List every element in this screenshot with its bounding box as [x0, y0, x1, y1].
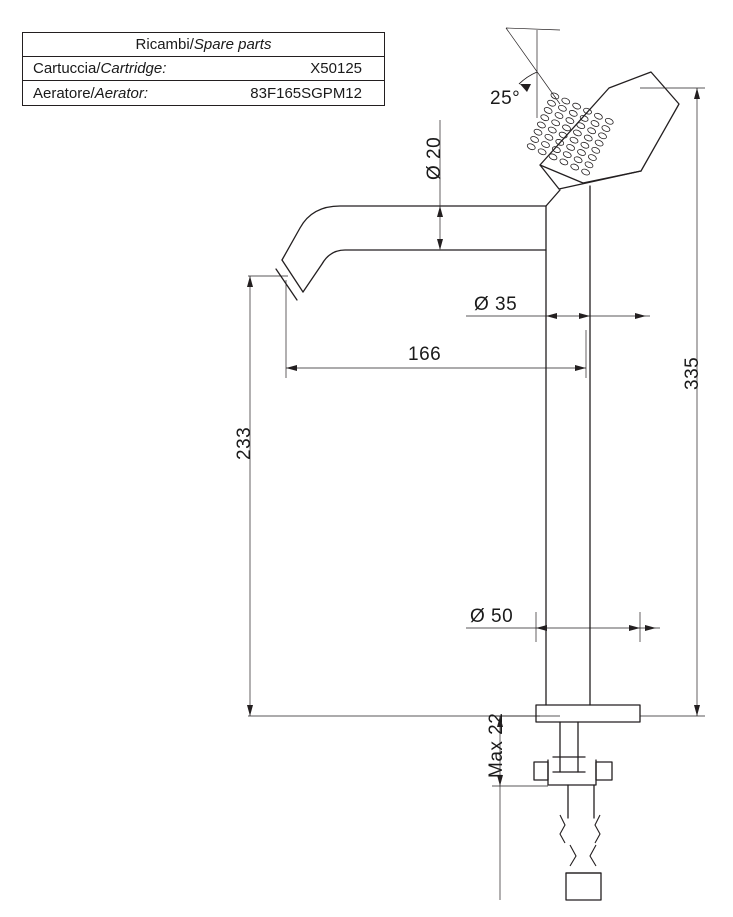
dimension-dia-20: Ø 20 — [424, 136, 445, 180]
aerator-label-italic: Aerator: — [94, 84, 149, 102]
body-outline — [536, 186, 640, 722]
table-title-italic: Spare parts — [193, 36, 272, 53]
cartridge-value: X50125 — [310, 60, 362, 77]
dimension-lines — [248, 28, 705, 900]
cartridge-label-normal: Cartuccia/ — [33, 60, 101, 77]
cartridge-label-italic: Cartridge: — [100, 60, 167, 77]
dimension-max-22: Max 22 — [486, 712, 507, 778]
dimension-dia-35: Ø 35 — [474, 294, 518, 315]
dimension-angle-25: 25° — [490, 88, 521, 109]
dimension-dia-50: Ø 50 — [470, 606, 514, 627]
aerator-label-normal: Aeratore/ — [33, 84, 95, 102]
table-title-normal: Ricambi/ — [135, 36, 194, 53]
mounting-hardware — [534, 722, 612, 900]
shower-head-mesh — [526, 92, 614, 176]
spout-outline — [276, 206, 546, 300]
dimension-height-233: 233 — [234, 426, 255, 460]
flexible-hose-symbol — [560, 815, 600, 866]
dimension-height-335: 335 — [682, 356, 703, 390]
dimension-arrowheads — [247, 84, 700, 786]
aerator-value: 83F165SGPM12 — [250, 84, 362, 102]
dimension-length-166: 166 — [408, 344, 442, 365]
